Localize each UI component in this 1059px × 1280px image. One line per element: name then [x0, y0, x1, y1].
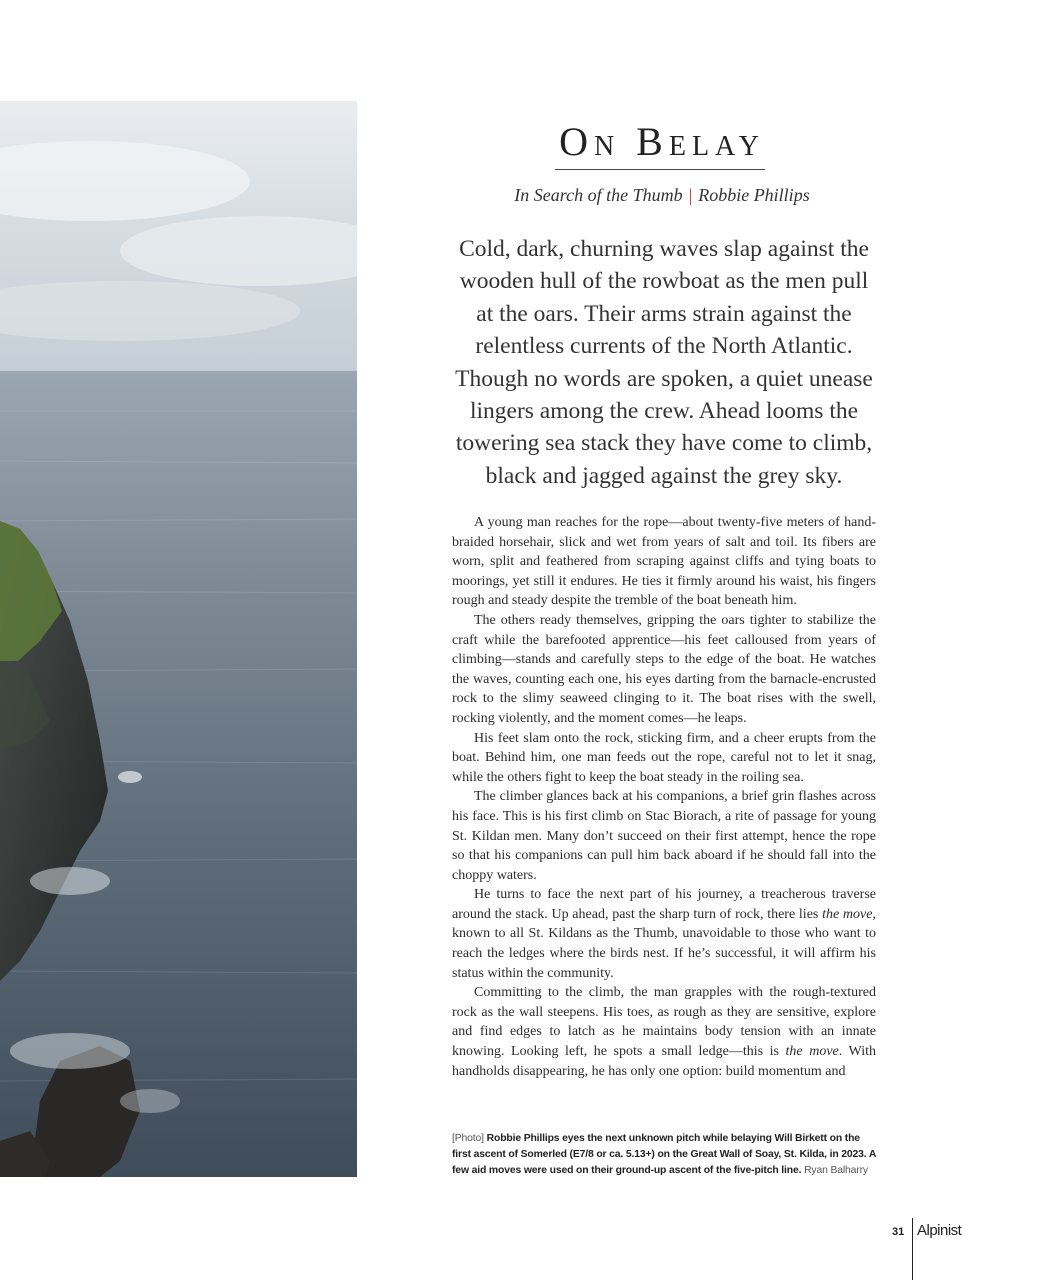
body-paragraph: The others ready themselves, gripping the oars tighter to stabilize the craft while the barefooted apprentice—his feet calloused from years of climbing—stands and carefully steps to the edge of the boat. He watches the waves, counting each one, his eyes darting from the barnacle-encrusted rock to the slimy seaweed clinging to it. The boat rises with the swell, rocking violently, and the moment comes—he leaps.	[452, 612, 876, 726]
body-emphasis: the move	[822, 906, 873, 922]
author-name: Robbie Phillips	[698, 185, 810, 205]
body-emphasis: the move	[785, 1044, 839, 1060]
body-text: . With handholds disappearing, he has only one option: build momentum and	[452, 1044, 876, 1079]
body-text: He turns to face the next part of his journey, a treacherous traverse around the stack. Up ahead, past the sharp turn of rock, there lies	[452, 887, 876, 922]
photo-credit: Ryan Balharry	[804, 1165, 868, 1176]
body-text: , known to all St. Kildans as the Thumb, unavoidable to those who want to reach the ledges where the birds nest. If he’s successful, it will affirm his status within the community.	[452, 906, 876, 981]
caption-text: Robbie Phillips eyes the next unknown pitch while belaying Will Birkett on the first ascent of Somerled (E7/8 or ca. 5.13+) on the Great Wall of Soay, St. Kilda, in 2023. A few aid moves were used on their ground-up ascent of the five-pitch line.	[452, 1133, 876, 1176]
body-text: Committing to the climb, the man grapples with the rough-textured rock as the wall steepens. His toes, as rough as they are sensitive, explore and find edges to latch as he maintains body tension with an innate knowing. Looking left, he spots a small ledge—this is	[452, 985, 876, 1060]
byline-separator: |	[688, 185, 693, 205]
lead-paragraph: Cold, dark, churning waves slap against the wooden hull of the rowboat as the men pull at the oars. Their arms strain against the relentless currents of the North Atlantic. Though no words are spoken, a quiet unease lingers among the crew. Ahead looms the towering sea stack they have come to climb, black and jagged against the grey sky.	[455, 236, 873, 489]
title-rule	[555, 169, 765, 170]
body-paragraph	[452, 983, 876, 1081]
body-paragraph: His feet slam onto the rock, sticking firm, and a cheer erupts from the boat. Behind him, one man feeds out the rope, careful not to let it snag, while the others fight to keep the boat steady in the roiling sea.	[452, 730, 876, 785]
article-photo	[0, 101, 357, 1177]
page-number: 31	[892, 1226, 905, 1238]
body-paragraph: The climber glances back at his companions, a brief grin flashes across his face. This is his first climb on Stac Biorach, a rite of passage for young St. Kildan men. Many don’t succeed on their first attempt, hence the rope so that his companions can pull him back aboard if he should fall into the choppy waters.	[452, 789, 876, 883]
photo-caption	[452, 1131, 876, 1179]
sea-cliff-image	[0, 101, 357, 1177]
section-title: On Belay	[559, 119, 765, 164]
byline	[452, 185, 872, 206]
article-body	[452, 513, 876, 1081]
magazine-logo: Alpinist	[917, 1222, 962, 1239]
caption-tag: [Photo]	[452, 1133, 484, 1144]
body-paragraph	[452, 885, 876, 983]
folio-divider	[912, 1218, 913, 1280]
body-paragraph: A young man reaches for the rope—about twenty-five meters of hand-braided horsehair, slick and wet from years of salt and toil. Its fibers are worn, split and feathered from scraping against cliffs and tying boats to moorings, yet still it endures. He ties it firmly around his waist, his fingers rough and steady despite the tremble of the boat beneath him.	[452, 515, 876, 609]
article-title: In Search of the Thumb	[514, 185, 683, 205]
